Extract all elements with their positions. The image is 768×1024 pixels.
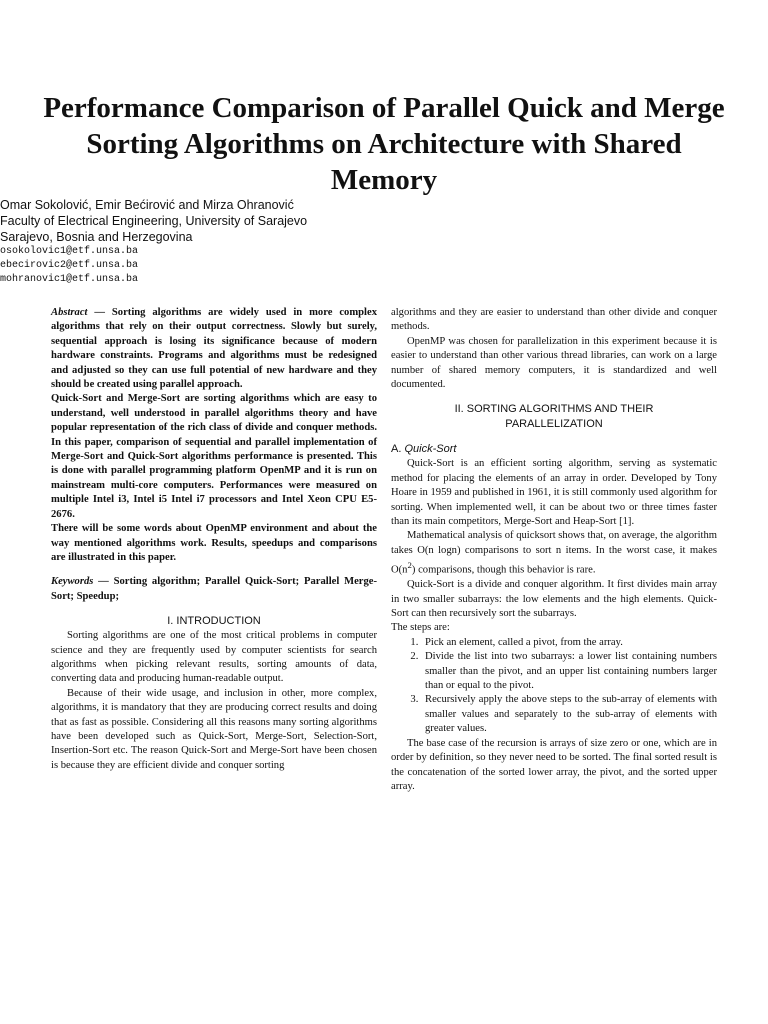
body-paragraph: Because of their wide usage, and inclusion in other, more complex, algorithms, it is mandatory that they are producing correct results and doing that as fast as possible. Considering all this reasons many sorting algorithms have been developed such as Quick-Sort, Merge-Sort, Selection-Sort, Insertion-Sort etc. The reason Quick-Sort and Merge-Sort have been chosen is because they are efficient divide and conquer sorting	[51, 687, 377, 771]
body-text: Mathematical analysis of quicksort shows that, on average, the algorithm takes O(n logn) comparisons to sort n items. In the worst case, it makes O(n	[391, 530, 717, 576]
section-heading-introduction: I. INTRODUCTION	[167, 615, 261, 628]
abstract-paragraph	[51, 306, 377, 392]
section-heading-sorting-cont: PARALLELIZATION	[505, 418, 603, 431]
spacer	[391, 392, 717, 402]
paper-title: Performance Comparison of Parallel Quick and Merge Sorting Algorithms on Architecture with Shared Memory	[43, 92, 725, 196]
author-block	[0, 197, 768, 287]
abstract-text: Sorting algorithms are widely used in more complex algorithms that rely on their output correctness. Slowly but surely, sequential approach is losing its significance because of modern hardware constraints. Programs and algorithms must be redesigned and adjusted so they can use full potential of new hardware and they should be created using parallel approach.	[51, 307, 377, 391]
superscript: 2	[407, 560, 412, 571]
body-paragraph: OpenMP was chosen for parallelization in this experiment because it is easier to understand than other various thread libraries, can work on a large number of shared memory computers, it is standardized and well documented.	[391, 335, 717, 391]
list-item: 2. Divide the list into two subarrays: a lower list containing numbers smaller than the pivot, and an upper list containing numbers larger than or equal to the pivot.	[421, 650, 717, 693]
section-heading-sorting: II. SORTING ALGORITHMS AND THEIR	[454, 403, 654, 416]
right-column	[391, 306, 717, 794]
author-email[interactable]: osokolovic1@etf.unsa.ba	[0, 246, 139, 257]
body-paragraph: Quick-Sort is an efficient sorting algorithm, serving as systematic method for placing the elements of an array in order. Developed by Tony Hoare in 1959 and published in 1961, it is still commonly used algorithm for sorting. When implemented well, it can be about two or three times faster than its main competitors, Merge-Sort and Heap-Sort [1].	[391, 458, 717, 528]
subsection-title: Quick-Sort	[404, 443, 457, 456]
abstract-dash: —	[87, 307, 112, 318]
body-paragraph: algorithms and they are easier to understand than other divide and conquer methods.	[391, 307, 717, 333]
subsection-heading-quick-sort	[391, 442, 717, 457]
author-location: Sarajevo, Bosnia and Herzegovina	[0, 230, 193, 244]
body-paragraph: Quick-Sort is a divide and conquer algorithm. It first divides main array in two smaller subarrays: the low elements and the high elements. Quick-Sort can then recursively sort the subarrays.	[391, 579, 717, 620]
subsection-label: A.	[391, 443, 405, 456]
steps-list	[391, 636, 717, 737]
body-paragraph: Sorting algorithms are one of the most critical problems in computer science and they are frequently used by computer scientists for search algorithms when picking relevant results, sorting amounts of data, converting data and producing human-readable output.	[51, 630, 377, 685]
body-text: ) comparisons, though this behavior is rare.	[411, 564, 596, 576]
author-email[interactable]: ebecirovic2@etf.unsa.ba	[0, 260, 139, 271]
list-item: 3. Recursively apply the above steps to the sub-array of elements with smaller values and separately to the sub-array of elements with greater values.	[421, 693, 717, 736]
author-names: Omar Sokolović, Emir Bećirović and Mirza Ohranović	[0, 198, 294, 212]
list-item: 1. Pick an element, called a pivot, from the array.	[421, 636, 717, 650]
author-affiliation: Faculty of Electrical Engineering, University of Sarajevo	[0, 214, 308, 228]
body-paragraph: The base case of the recursion is arrays of size zero or one, which are in order by definition, so they never need to be sorted. The final sorted result is the concatenation of the sorted lower array, the pivot, and the sorted upper array.	[391, 737, 717, 792]
keywords-text: Sorting algorithm; Parallel Quick-Sort; Parallel Merge-Sort; Speedup;	[51, 576, 378, 602]
abstract-paragraph: There will be some words about OpenMP environment and about the way mentioned algorithms work. Results, speedups and comparisons are illustrated in this paper.	[51, 523, 377, 563]
abstract-paragraph: Quick-Sort and Merge-Sort are sorting algorithms which are easy to understand, well understood in parallel algorithms theory and have popular representation of the rich class of divide and conquer methods. In this paper, comparison of sequential and parallel implementation of Merge-Sort and Quick-Sort algorithms performance is presented. This is done with parallel programming platform OpenMP and it is run on mainstream multi-core computers. Performances were measured on multiple Intel i3, Intel i5 Intel i7 processors and Intel Xeon CPU E5-2676.	[51, 393, 377, 520]
keywords-dash: —	[93, 576, 114, 588]
spacer	[51, 604, 377, 614]
keywords-label: Keywords	[51, 576, 94, 588]
keywords-paragraph	[51, 575, 377, 604]
left-column	[51, 306, 377, 773]
spacer	[391, 432, 717, 442]
spacer	[51, 565, 377, 575]
steps-label: The steps are:	[391, 622, 450, 634]
body-paragraph	[391, 529, 717, 578]
abstract-label: Abstract	[51, 307, 88, 318]
author-email[interactable]: mohranovic1@etf.unsa.ba	[0, 274, 139, 285]
